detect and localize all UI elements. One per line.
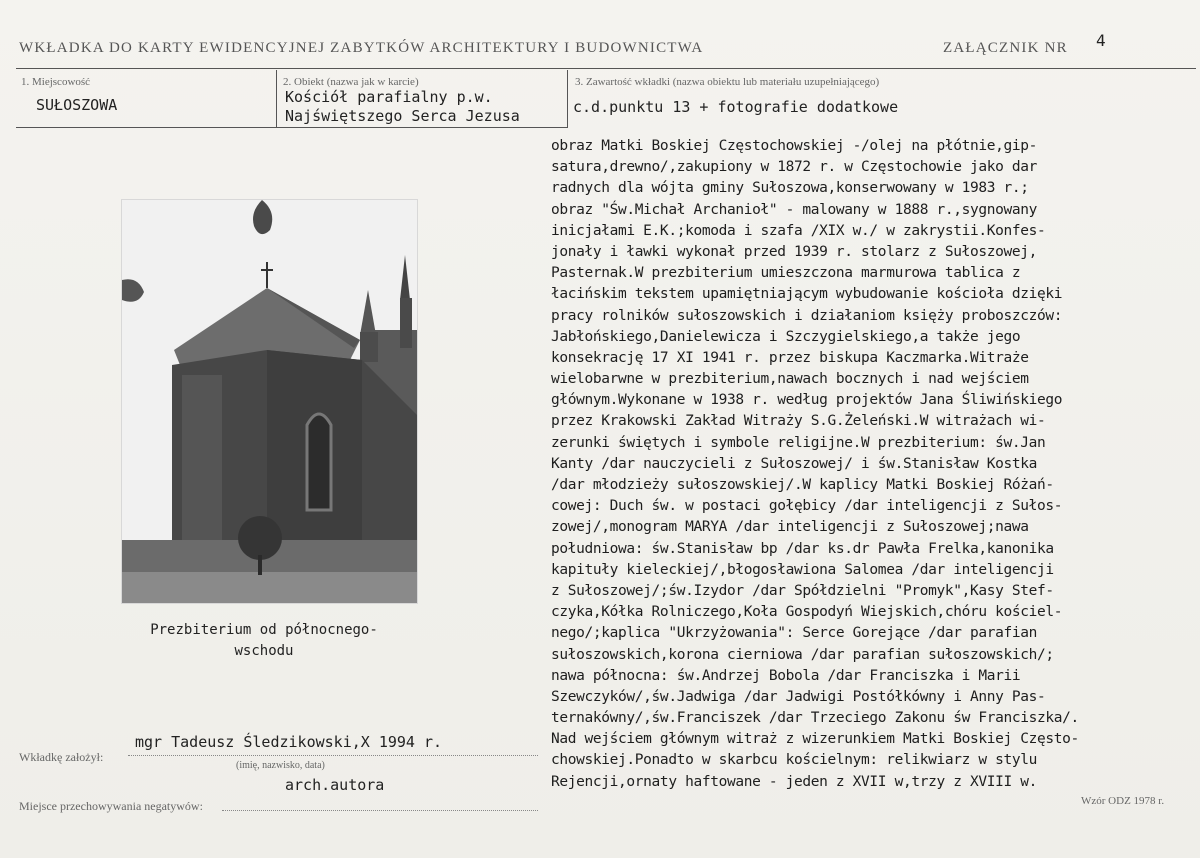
description-line: Rejencji,ornaty haftowane - jeden z XVII w,trzy z XVIII w.: [551, 773, 1038, 790]
description-line: Jabłońskiego,Danielewicza i Szczygielskiego,a także jego: [551, 328, 1021, 345]
header-top-rule: [16, 68, 1196, 69]
description-line: konsekrację 17 XI 1941 r. przez biskupa Kaczmarka.Witraże: [551, 349, 1029, 366]
card-title: WKŁADKA DO KARTY EWIDENCYJNEJ ZABYTKÓW ARCHITEKTURY I BUDOWNICTWA: [19, 40, 704, 56]
description-line: obraz "Św.Michał Archanioł" - malowany w 1888 r.,sygnowany: [551, 201, 1038, 218]
object-value-line2: Najświętszego Serca Jezusa: [285, 107, 520, 125]
contents-value: c.d.punktu 13 + fotografie dodatkowe: [573, 98, 899, 116]
description-line: radnych dla wójta gminy Sułoszowa,konserwowany w 1983 r.;: [551, 180, 1029, 197]
author-value: mgr Tadeusz Śledzikowski,X 1994 r.: [135, 733, 443, 751]
church-photo: [121, 199, 418, 604]
description-line: cowej: Duch św. w postaci gołębicy /dar inteligencji z Sułos-: [551, 498, 1063, 515]
annex-number: 4: [1096, 31, 1106, 50]
description-line: Pasternak.W prezbiterium umieszczona marmurowa tablica z: [551, 265, 1021, 282]
description-line: Nad wejściem głównym witraż z wizerunkiem Matki Boskiej Często-: [551, 731, 1079, 748]
object-value-line1: Kościół parafialny p.w.: [285, 88, 493, 106]
description-line: Szewczyków/,św.Jadwiga /dar Jadwigi Postółkówny i Anny Pas-: [551, 688, 1046, 705]
description-line: ternakówny/,św.Franciszek /dar Trzeciego Zakonu św Franciszka/.: [551, 710, 1079, 727]
church-photo-drawing: [122, 200, 417, 603]
description-line: czyka,Kółka Rolniczego,Koła Gospodyń Wiejskich,chóru kościel-: [551, 604, 1063, 621]
description-line: zowej/,monogram MARYA /dar inteligencji z Sułoszowej;nawa: [551, 519, 1029, 536]
description-line: południowa: św.Stanisław bp /dar ks.dr Pawła Frelka,kanonika: [551, 540, 1054, 557]
header-divider-2: [567, 70, 568, 128]
contents-label: 3. Zawartość wkładki (nazwa obiektu lub materiału uzupełniającego): [575, 76, 880, 88]
annex-label: ZAŁĄCZNIK NR: [943, 40, 1068, 56]
description-line: Kanty /dar nauczycieli z Sułoszowej/ i św.Stanisław Kostka: [551, 455, 1038, 472]
description-line: z Sułoszowej/;św.Izydor /dar Spółdzielni "Promyk",Kasy Stef-: [551, 582, 1054, 599]
object-label: 2. Obiekt (nazwa jak w karcie): [283, 76, 419, 88]
photo-caption: [124, 620, 404, 662]
description-line: zerunki świętych i symbole religijne.W prezbiterium: św.Jan: [551, 434, 1046, 451]
description-line: jonały i ławki wykonał przed 1939 r. stolarz z Sułoszowej,: [551, 243, 1038, 260]
description-line: kapituły kieleckiej/,błogosławiona Salomea /dar inteligencji: [551, 561, 1054, 578]
description-line: /dar młodzieży sułoszowskiej/.W kaplicy Matki Boskiej Różań-: [551, 477, 1054, 493]
description-line: nego/;kaplica "Ukrzyżowania": Serce Gorejące /dar parafian: [551, 625, 1038, 642]
author-line: [128, 755, 538, 756]
description-text: [551, 136, 1196, 793]
description-line: głównym.Wykonane w 1938 r. według projektów Jana Śliwińskiego: [551, 392, 1063, 409]
header-bottom-rule: [16, 127, 568, 128]
description-line: obraz Matki Boskiej Częstochowskiej -/olej na płótnie,gip-: [551, 138, 1038, 154]
header-divider-1: [276, 70, 277, 128]
description-line: nawa północna: św.Andrzej Bobola /dar Franciszka i Marii: [551, 667, 1021, 684]
author-hint: (imię, nazwisko, data): [236, 760, 325, 771]
description-line: łacińskim tekstem upamiętniającym wybudowanie kościoła dzięki: [551, 286, 1063, 303]
negatives-value: arch.autora: [285, 776, 385, 794]
locality-value: SUŁOSZOWA: [36, 96, 118, 114]
form-code: Wzór ODZ 1978 r.: [1081, 795, 1165, 807]
negatives-line: [222, 810, 538, 811]
description-line: sułoszowskich,korona cierniowa /dar parafian sułoszowskich/;: [551, 646, 1054, 663]
photo-caption-line2: wschodu: [234, 643, 294, 659]
description-line: przez Krakowski Zakład Witraży S.G.Żeleński.W witrażach wi-: [551, 413, 1046, 430]
photo-caption-line1: Prezbiterium od północnego-: [150, 622, 378, 638]
negatives-label: Miejsce przechowywania negatywów:: [19, 799, 203, 813]
locality-label: 1. Miejscowość: [21, 76, 91, 88]
description-line: chowskiej.Ponadto w skarbcu kościelnym: relikwiarz w stylu: [551, 752, 1038, 769]
description-line: pracy rolników sułoszowskich i działaniom księży proboszczów:: [551, 307, 1063, 324]
description-line: inicjałami E.K.;komoda i szafa /XIX w./ w zakrystii.Konfes-: [551, 222, 1046, 239]
author-label: Wkładkę założył:: [19, 750, 104, 764]
description-line: satura,drewno/,zakupiony w 1872 r. w Częstochowie jako dar: [551, 159, 1038, 176]
description-line: wielobarwne w prezbiterium,nawach bocznych i nad wejściem: [551, 371, 1029, 388]
